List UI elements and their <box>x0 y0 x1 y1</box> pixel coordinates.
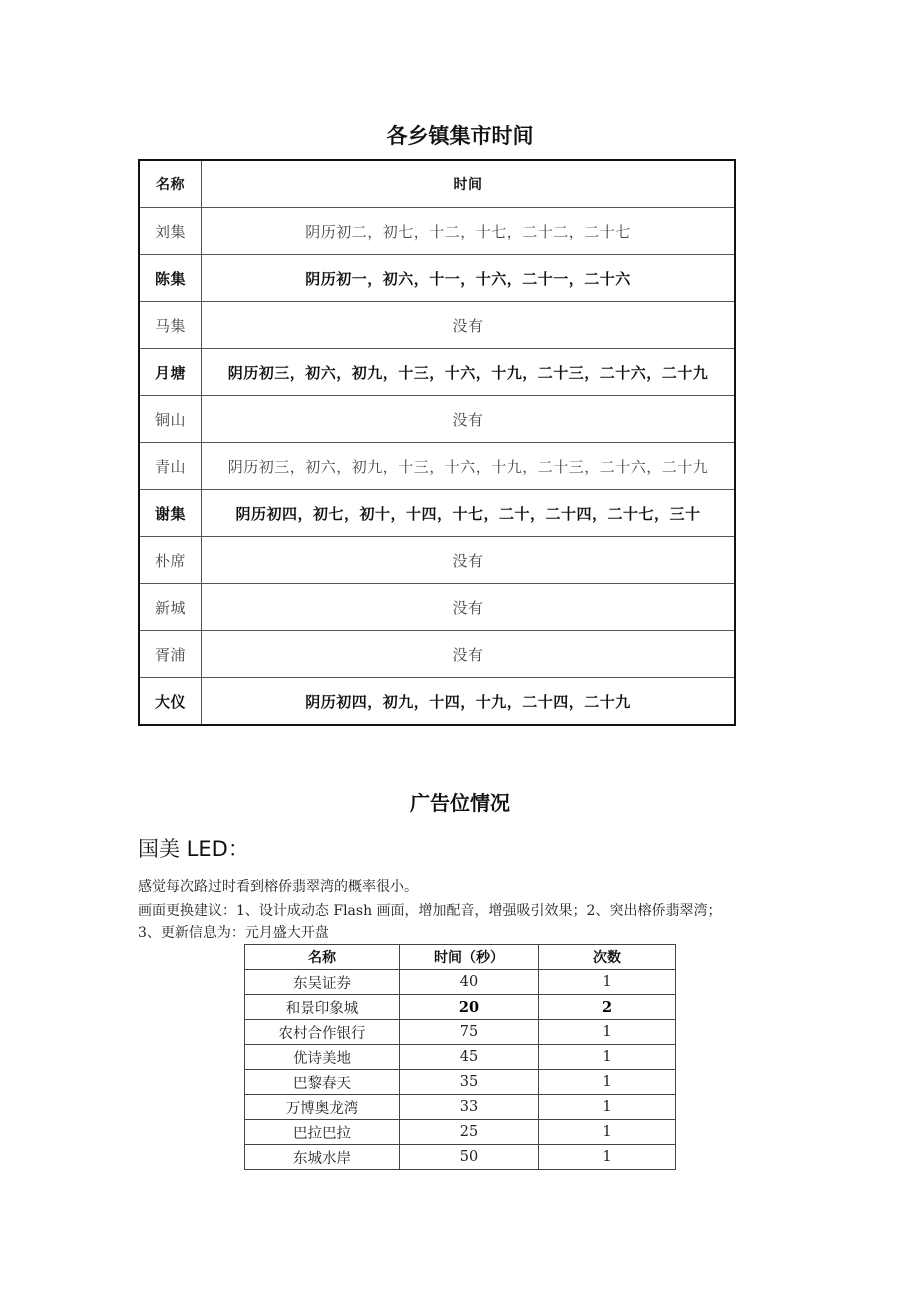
market-days: 阴历初三，初六，初九，十三，十六，十九，二十三，二十六，二十九 <box>202 443 736 490</box>
ad-duration: 45 <box>400 1045 539 1070</box>
town-name: 胥浦 <box>139 631 202 678</box>
table-row <box>139 631 735 678</box>
table-row <box>245 1020 676 1045</box>
table-row <box>139 208 735 255</box>
advertiser-name: 东吴证券 <box>245 970 400 995</box>
table-row <box>245 970 676 995</box>
advertiser-name: 农村合作银行 <box>245 1020 400 1045</box>
market-days: 阴历初四，初九，十四，十九，二十四，二十九 <box>202 678 736 726</box>
ads-paragraph-1: 感觉每次路过时看到榕侨翡翠湾的概率很小。 <box>138 879 418 895</box>
ads-paragraph-2: 画面更换建议：1、设计成动态 Flash 画面，增加配音，增强吸引效果；2、突出榕侨翡翠湾； <box>138 903 722 919</box>
ad-count: 1 <box>539 1045 676 1070</box>
ad-duration: 25 <box>400 1120 539 1145</box>
town-name: 马集 <box>139 302 202 349</box>
table-row <box>139 678 735 726</box>
header-name: 名称 <box>139 160 202 208</box>
table-row <box>139 349 735 396</box>
ad-duration: 40 <box>400 970 539 995</box>
table-header-row <box>139 160 735 208</box>
town-name: 陈集 <box>139 255 202 302</box>
market-days: 阴历初二，初七，十二，十七，二十二，二十七 <box>202 208 736 255</box>
town-name: 铜山 <box>139 396 202 443</box>
advertiser-name: 巴黎春天 <box>245 1070 400 1095</box>
table-row <box>139 302 735 349</box>
ad-duration: 75 <box>400 1020 539 1045</box>
table-row <box>139 443 735 490</box>
market-schedule-table <box>138 159 736 726</box>
ad-duration: 50 <box>400 1145 539 1170</box>
town-name: 刘集 <box>139 208 202 255</box>
town-name: 月塘 <box>139 349 202 396</box>
advertiser-name: 和景印象城 <box>245 995 400 1020</box>
ad-count: 1 <box>539 1070 676 1095</box>
ads-table <box>244 944 676 1170</box>
table-row <box>139 537 735 584</box>
market-days: 没有 <box>202 537 736 584</box>
table-row <box>139 584 735 631</box>
header-count: 次数 <box>539 945 676 970</box>
market-days: 阴历初一，初六，十一，十六，二十一，二十六 <box>202 255 736 302</box>
advertiser-name: 东城水岸 <box>245 1145 400 1170</box>
market-days: 阴历初三，初六，初九，十三，十六，十九，二十三，二十六，二十九 <box>202 349 736 396</box>
market-title: 各乡镇集市时间 <box>386 124 534 148</box>
town-name: 朴席 <box>139 537 202 584</box>
header-time: 时间（秒） <box>400 945 539 970</box>
town-name: 新城 <box>139 584 202 631</box>
ads-title: 广告位情况 <box>410 791 510 815</box>
table-row <box>245 995 676 1020</box>
table-row <box>139 490 735 537</box>
header-name: 名称 <box>245 945 400 970</box>
table-row <box>245 1095 676 1120</box>
header-time: 时间 <box>202 160 736 208</box>
ads-paragraph-3: 3、更新信息为：元月盛大开盘 <box>138 925 329 941</box>
ads-subhead: 国美 LED： <box>138 837 249 861</box>
advertiser-name: 万博奥龙湾 <box>245 1095 400 1120</box>
table-row <box>139 396 735 443</box>
ad-duration: 20 <box>400 995 539 1020</box>
table-row <box>139 255 735 302</box>
market-days: 没有 <box>202 584 736 631</box>
market-days: 没有 <box>202 302 736 349</box>
ad-count: 2 <box>539 995 676 1020</box>
ad-count: 1 <box>539 1120 676 1145</box>
ad-count: 1 <box>539 1095 676 1120</box>
table-row <box>245 1045 676 1070</box>
town-name: 大仪 <box>139 678 202 726</box>
ad-count: 1 <box>539 970 676 995</box>
advertiser-name: 优诗美地 <box>245 1045 400 1070</box>
ad-duration: 33 <box>400 1095 539 1120</box>
market-days: 没有 <box>202 396 736 443</box>
table-header-row <box>245 945 676 970</box>
town-name: 谢集 <box>139 490 202 537</box>
table-row <box>245 1070 676 1095</box>
ad-count: 1 <box>539 1145 676 1170</box>
table-row <box>245 1120 676 1145</box>
ad-duration: 35 <box>400 1070 539 1095</box>
advertiser-name: 巴拉巴拉 <box>245 1120 400 1145</box>
ad-count: 1 <box>539 1020 676 1045</box>
market-days: 阴历初四，初七，初十，十四，十七，二十，二十四，二十七，三十 <box>202 490 736 537</box>
market-days: 没有 <box>202 631 736 678</box>
table-row <box>245 1145 676 1170</box>
town-name: 青山 <box>139 443 202 490</box>
